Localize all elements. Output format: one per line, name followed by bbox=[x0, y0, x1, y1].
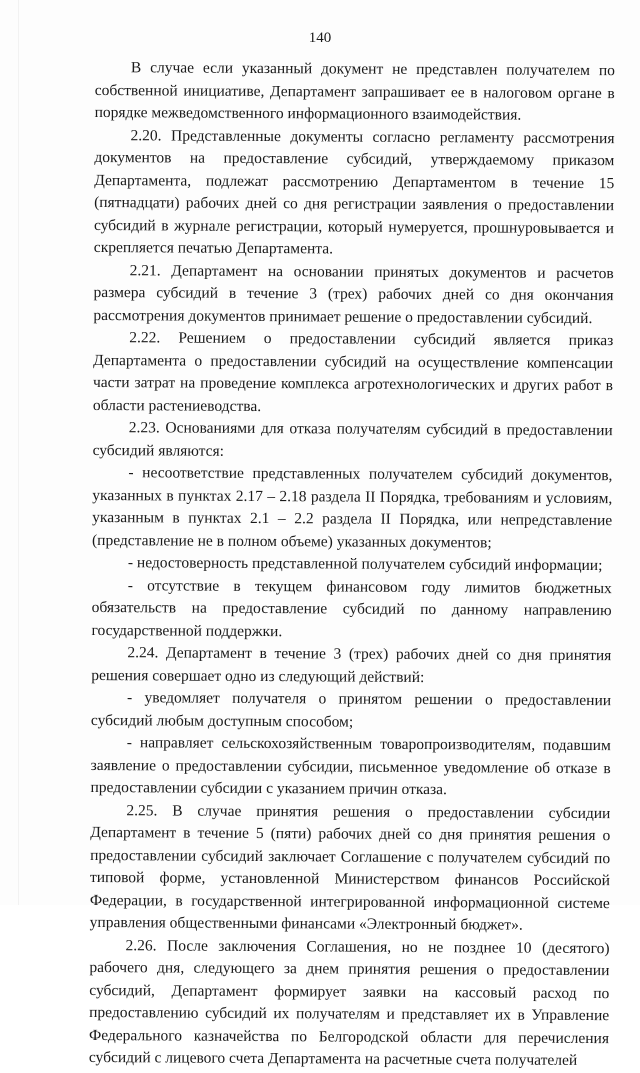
paragraph-2-24: 2.24. Департамент в течение 3 (трех) рабочих дней со дня принятия решения совершает одно из следующий действий: bbox=[91, 644, 612, 686]
list-item-no-limits: - отсутствие в текущем финансовом году лимитов бюджетных обязательств на предоставление субсидий по данному направлению государственной поддержки. bbox=[91, 576, 612, 640]
paragraph-2-20: 2.20. Представленные документы согласно регламенту рассмотрения документов на предоставление субсидий, утверждаемому приказом Департамента, подлежат рассмотрению Департаментом в течение 15 (пятнадцати) рабочих дней со дня регистрации заявления о предоставлении субсидий в журнале регистрации, который нумеруется, прошнуровывается и скрепляется печатью Департамента. bbox=[93, 126, 615, 258]
list-item-refusal: - направляет сельскохозяйственным товаропроизводителям, подавшим заявление о предоставлении субсидии, письменное уведомление об отказе в предоставлении субсидии с указанием причин отказа. bbox=[90, 734, 611, 799]
paragraph-2-22: 2.22. Решением о предоставлении субсидий является приказ Департамента о предоставлении субсидий на осуществление компенсации части затрат на проведение комплекса агротехнологических и других работ в области растениеводства. bbox=[92, 329, 614, 415]
paragraph-2-25: 2.25. В случае принятия решения о предоставлении субсидии Департамент в течение 5 (пяти) рабочих дней со дня принятия решения о предоставлении субсидий заключает Соглашение с получателем субсидий по типовой форме, установленной Министерством финансов Российской Федерации, в государственной интегрированной информационной системе управления общественными финансами «Электронный бюджет». bbox=[89, 801, 611, 934]
page-number: 140 bbox=[308, 30, 332, 46]
paragraph-intro: В случае если указанный документ не представлен получателем по собственной инициативе, Департамент запрашивает ее в налоговом органе в порядке межведомственного информационного взаимодействия. bbox=[94, 59, 615, 124]
scan-edge-line bbox=[18, 0, 19, 905]
paragraph-2-26: 2.26. После заключения Соглашения, но не позднее 10 (десятого) рабочего дня, следующего за днем принятия решения о предоставлении субсидий, Департамент формирует заявки на кассовый расход по предоставлению субсидий их получателям и представляет их в Управление Федерального казначейства по Белгородской области для перечисления субсидий с лицевого счета Департамента на расчетные счета получателей bbox=[88, 936, 610, 1069]
list-item-nonconformity: - несоответствие представленных получателем субсидий документов, указанных в пунктах 2.17 – 2.18 раздела II Порядка, требованиям и условиям, указанным в пунктах 2.1 – 2.2 раздела II Порядка, или непредставление (представление не в полном объеме) указанных документов; bbox=[91, 464, 613, 551]
paragraph-2-21: 2.21. Департамент на основании принятых документов и расчетов размера субсидий в течение 3 (трех) рабочих дней со дня окончания рассмотрения документов принимает решение о предоставлении субсидий. bbox=[93, 261, 614, 327]
list-item-notify: - уведомляет получателя о принятом решении о предоставлении субсидий любым доступным способом; bbox=[90, 689, 612, 731]
document-body bbox=[89, 57, 615, 1073]
paragraph-2-23: 2.23. Основаниями для отказа получателям субсидий в предоставлении субсидий являются: bbox=[92, 419, 613, 460]
list-item-inaccuracy: - недостоверность представленной получателем субсидий информации; bbox=[127, 554, 603, 575]
